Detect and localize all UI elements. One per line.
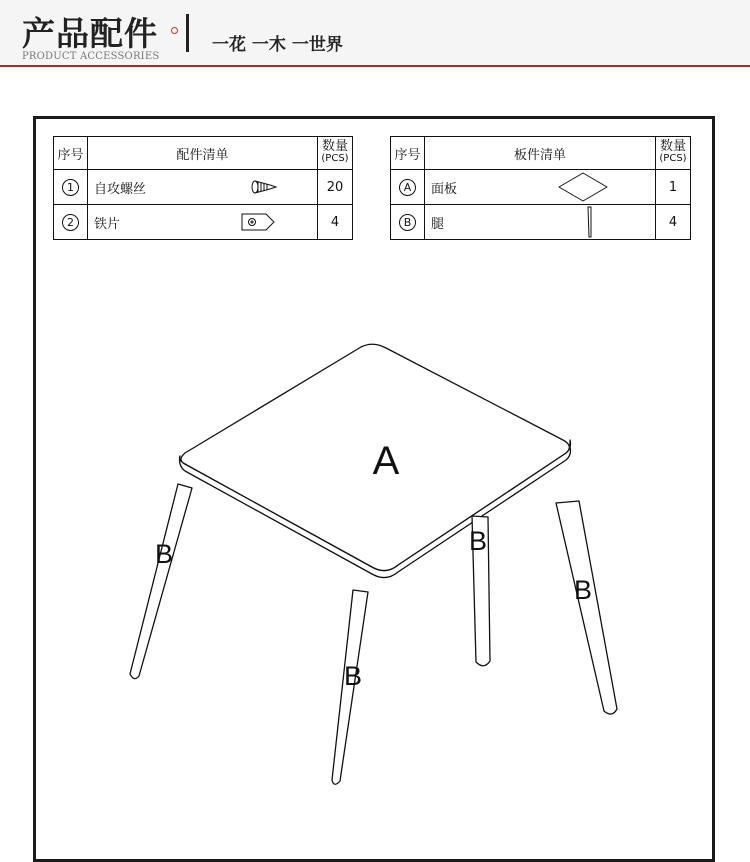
part-qty: 4 — [656, 205, 691, 240]
part-qty: 1 — [656, 170, 691, 205]
col-no-header: 序号 — [54, 137, 88, 170]
row-no: 2 — [62, 214, 79, 231]
part-name: 自攻螺丝 — [94, 181, 147, 197]
col-name-header: 配件清单 — [88, 137, 318, 170]
col-qty-unit: (PCS) — [659, 153, 687, 164]
table-leg-4 — [556, 501, 617, 714]
slogan: 一花 一木 一世界 — [212, 35, 343, 55]
part-label-b: B — [573, 575, 593, 605]
part-qty: 4 — [318, 205, 353, 240]
part-label-b: B — [154, 539, 174, 569]
part-label-b: B — [468, 526, 488, 556]
part-label-b: B — [343, 661, 363, 691]
row-no: A — [399, 179, 416, 196]
part-label-a: A — [372, 439, 400, 483]
col-qty-unit: (PCS) — [321, 153, 349, 164]
row-no: 1 — [62, 179, 79, 196]
col-no-header: 序号 — [391, 137, 425, 170]
col-qty-label: 数量 — [659, 139, 686, 154]
table-leg-1 — [130, 484, 192, 679]
col-qty-label: 数量 — [321, 139, 348, 154]
col-name-header: 板件清单 — [425, 137, 656, 170]
page-subtitle-en: PRODUCT ACCESSORIES — [22, 51, 160, 62]
row-no: B — [399, 214, 416, 231]
part-name: 铁片 — [94, 216, 121, 232]
part-name: 腿 — [431, 216, 445, 232]
part-name: 面板 — [431, 181, 458, 197]
page-title: 产品配件 — [22, 14, 158, 53]
part-qty: 20 — [318, 170, 353, 205]
